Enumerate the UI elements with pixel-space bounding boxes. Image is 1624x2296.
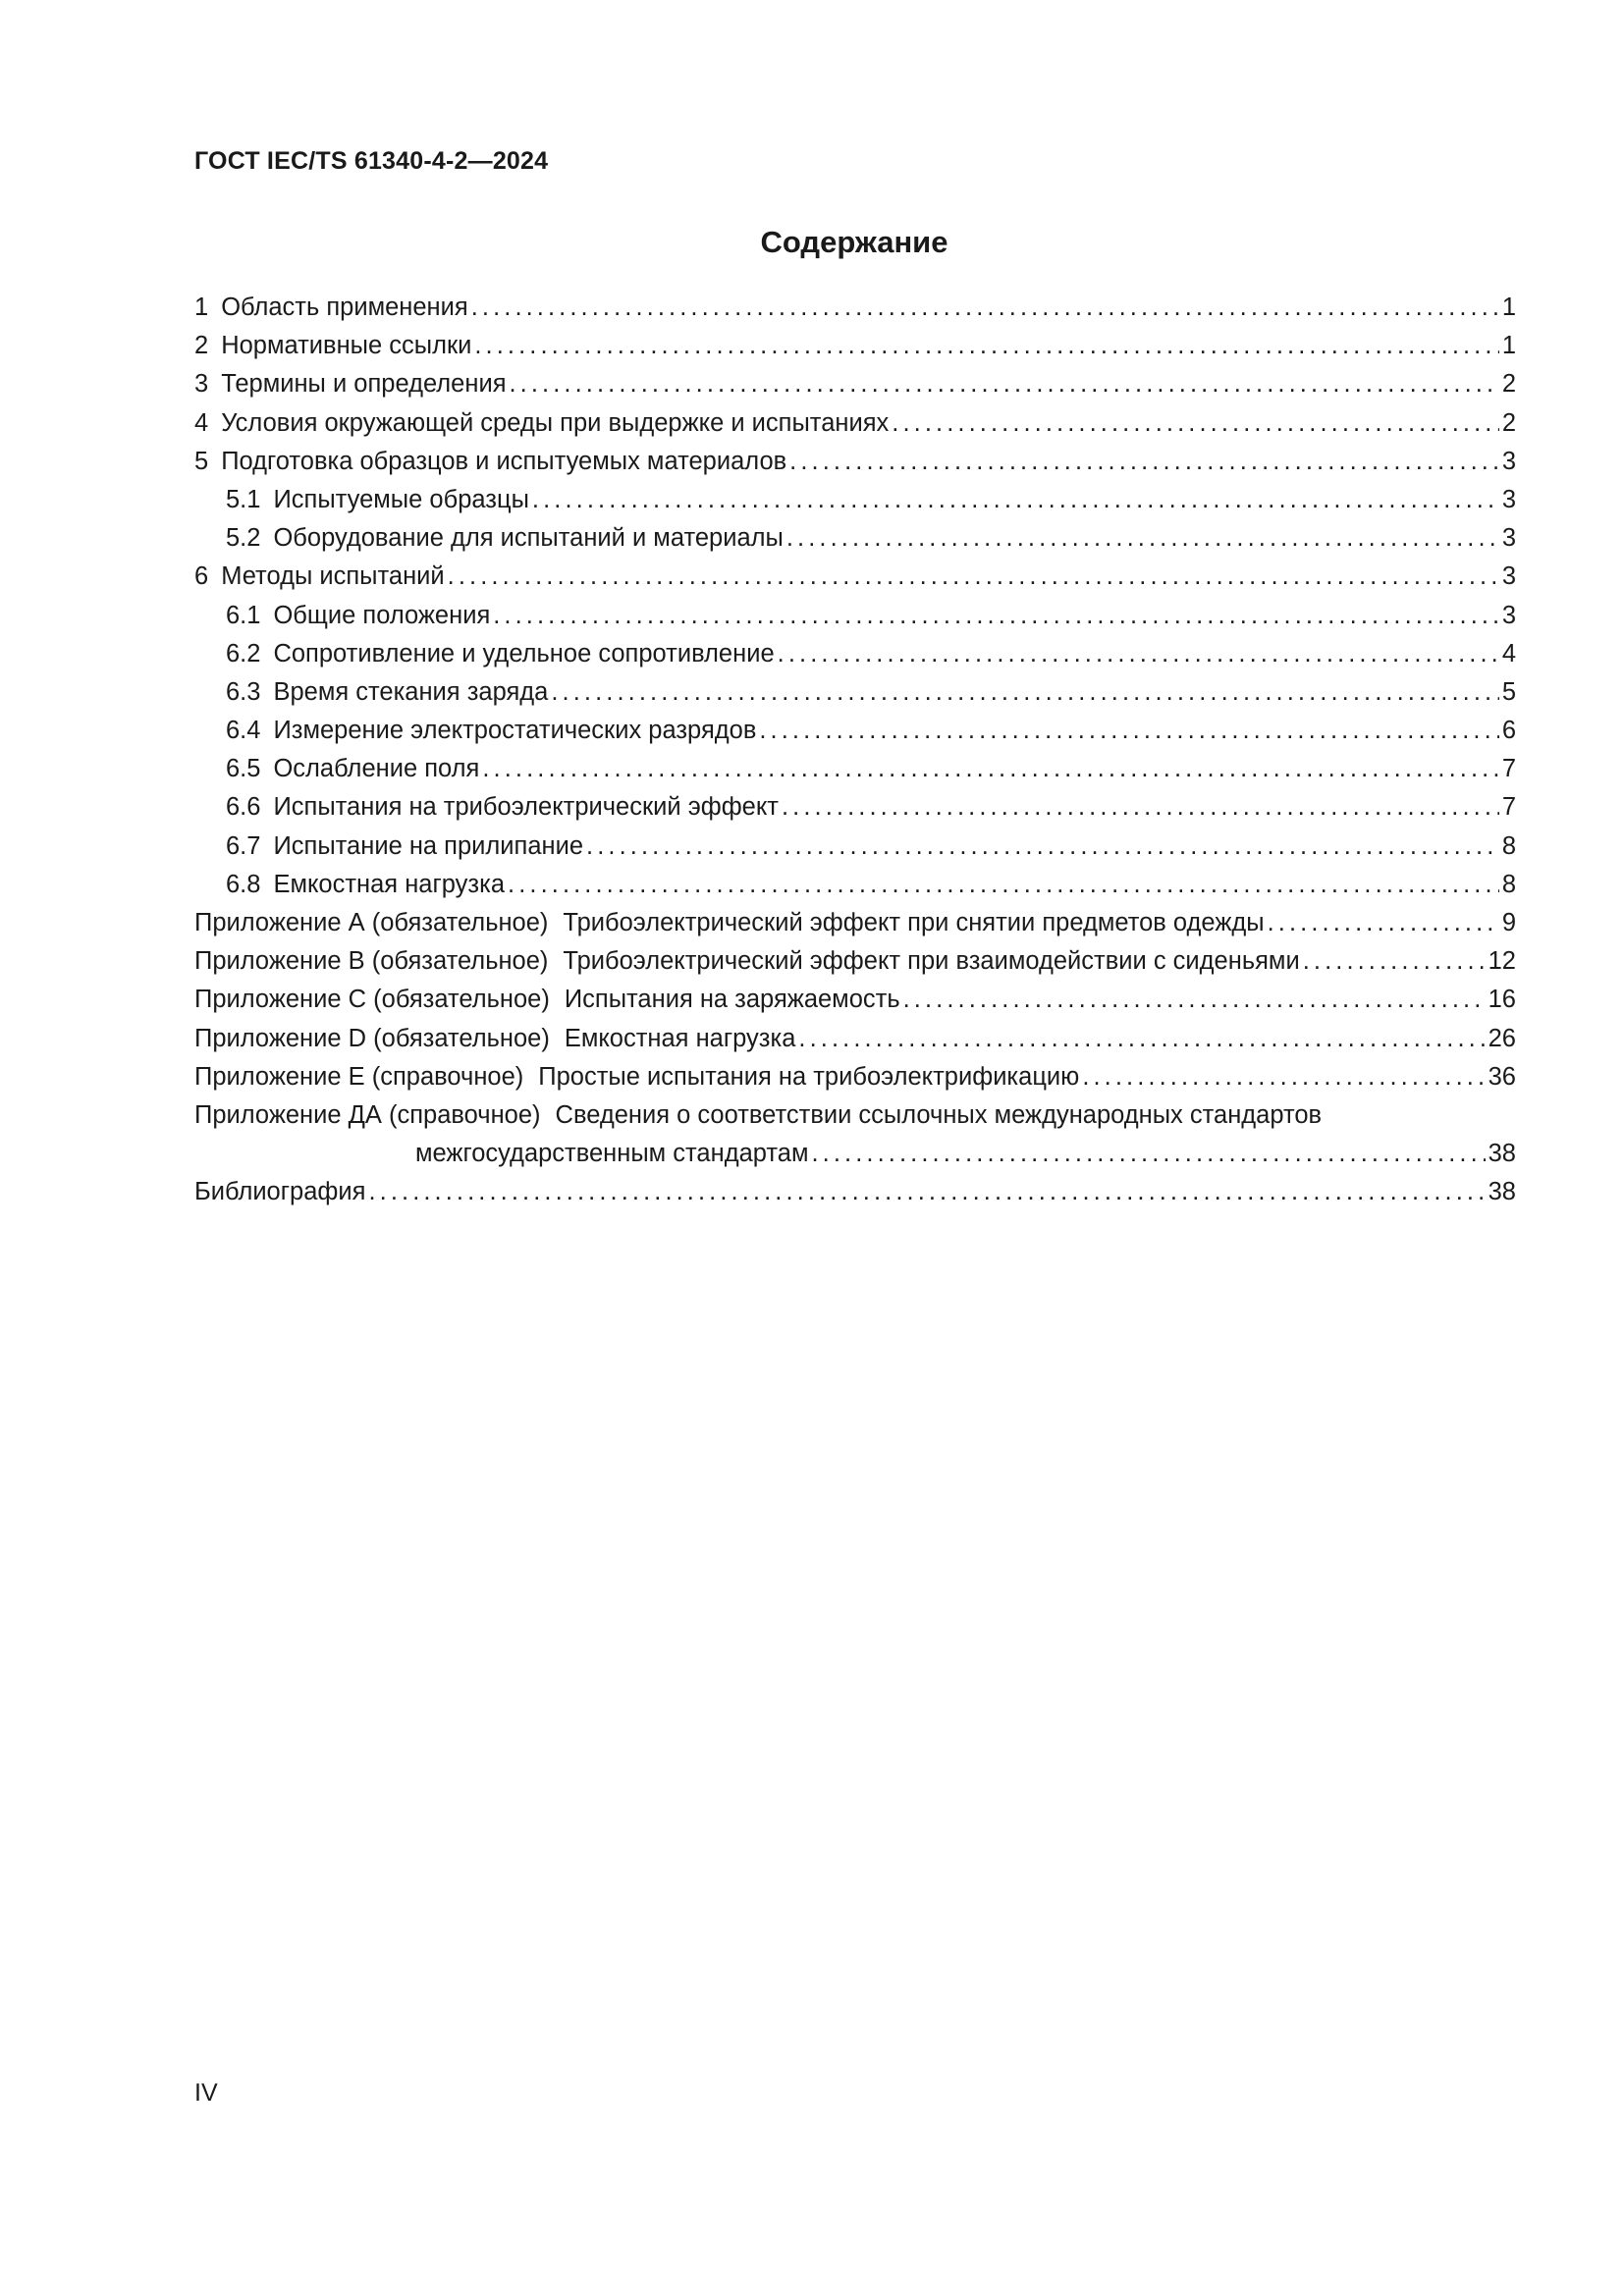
toc-annex-da-continuation[interactable] [194,1135,1516,1173]
toc-entry-number: 6.3 [226,677,261,706]
dot-leader [778,635,1499,673]
toc-bibliography[interactable] [194,1173,1516,1211]
dot-leader [448,558,1499,596]
toc-title: Содержание [760,225,948,259]
toc-entry-5-1[interactable] [194,481,1516,519]
toc-entry-6-4[interactable] [194,712,1516,750]
dot-leader [1303,942,1486,981]
toc-entry-6-5[interactable] [194,750,1516,788]
toc-annex-label: Приложение А (обязательное) [194,909,549,936]
toc-entry-page: 7 [1501,793,1516,822]
table-of-contents [194,289,1516,1212]
dot-leader [474,327,1498,365]
toc-entry-page: 1 [1501,332,1516,360]
toc-entry-6-7[interactable] [194,828,1516,866]
dot-leader [786,519,1499,558]
toc-entry-page: 26 [1488,1024,1516,1052]
toc-entry-page: 7 [1501,755,1516,783]
toc-annex-b[interactable] [194,942,1516,981]
dot-leader [508,866,1499,904]
toc-entry-page: 38 [1488,1178,1516,1206]
toc-annex-e[interactable] [194,1058,1516,1096]
toc-annex-label: Приложение С (обязательное) [194,986,550,1014]
toc-entry-number: 6.1 [226,601,261,629]
toc-entry-title: Сопротивление и удельное сопротивление [273,639,775,667]
toc-entry-page: 3 [1501,485,1516,513]
toc-annex-d[interactable] [194,1020,1516,1058]
dot-leader [798,1020,1485,1058]
toc-entry-title: Емкостная нагрузка [273,870,506,898]
dot-leader [1268,904,1499,942]
toc-entry-title: Общие положения [273,601,491,629]
dot-leader [493,597,1499,635]
dot-leader [482,750,1498,788]
page-number: IV [194,2079,218,2107]
dot-leader [782,788,1499,827]
toc-entry-title: Оборудование для испытаний и материалы [273,524,784,553]
toc-annex-title: Испытания на заряжаемость [564,986,900,1014]
toc-annex-title: Сведения о соответствии ссылочных международных стандартов [555,1100,1323,1129]
toc-entry-2[interactable] [194,327,1516,365]
toc-annex-label: Приложение ДА (справочное) [194,1100,541,1129]
toc-entry-6-1[interactable] [194,597,1516,635]
toc-entry-number: 5.2 [226,524,261,553]
toc-entry-5[interactable] [194,443,1516,481]
toc-entry-5-2[interactable] [194,519,1516,558]
toc-entry-title: Методы испытаний [221,562,445,591]
toc-entry-6-2[interactable] [194,635,1516,673]
toc-entry-page: 2 [1501,370,1516,399]
page-header: ГОСТ IEC/TS 61340-4-2—2024 [194,147,549,175]
toc-entry-title: Условия окружающей среды при выдержке и испытаниях [221,408,890,437]
toc-entry-6-8[interactable] [194,866,1516,904]
dot-leader [1082,1058,1485,1096]
dot-leader [510,365,1499,403]
toc-annex-label: Приложение Е (справочное) [194,1062,524,1091]
toc-entry-1[interactable] [194,289,1516,327]
toc-entry-number: 6.2 [226,639,261,667]
dot-leader [759,712,1498,750]
toc-annex-title: Трибоэлектрический эффект при взаимодействии с сиденьями [563,947,1300,976]
toc-annex-title: Трибоэлектрический эффект при снятии предметов одежды [563,909,1265,936]
toc-entry-title: Ослабление поля [273,755,480,783]
toc-entry-title: Подготовка образцов и испытуемых материалов [221,447,787,475]
toc-entry-title: Область применения [221,294,468,321]
toc-annex-title: Емкостная нагрузка [564,1024,796,1052]
toc-entry-number: 4 [194,408,209,437]
toc-entry-6-3[interactable] [194,673,1516,712]
toc-entry-number: 5 [194,447,209,475]
toc-entry-number: 2 [194,332,209,360]
dot-leader [903,981,1486,1019]
toc-entry-3[interactable] [194,365,1516,403]
toc-entry-title: Испытуемые образцы [273,485,529,513]
dot-leader [551,673,1498,712]
toc-annex-da[interactable] [194,1096,1516,1135]
toc-entry-number: 6.6 [226,793,261,822]
toc-entry-page: 3 [1501,447,1516,475]
toc-entry-page: 1 [1501,294,1516,321]
toc-entry-page: 16 [1488,986,1516,1014]
toc-entry-page: 2 [1501,408,1516,437]
toc-entry-number: 6.5 [226,755,261,783]
toc-annex-a[interactable] [194,904,1516,942]
toc-bibliography-title: Библиография [194,1178,366,1206]
dot-leader [811,1135,1485,1173]
toc-entry-number: 5.1 [226,485,261,513]
toc-entry-title: Время стекания заряда [273,677,549,706]
dot-leader [368,1173,1485,1211]
toc-entry-title: Испытание на прилипание [273,831,584,860]
toc-entry-page: 6 [1501,717,1516,745]
toc-entry-number: 6.8 [226,870,261,898]
dot-leader [586,828,1499,866]
toc-annex-title: Простые испытания на трибоэлектрификацию [538,1062,1080,1091]
toc-entry-page: 3 [1501,562,1516,591]
toc-entry-page: 8 [1501,870,1516,898]
toc-entry-number: 1 [194,294,209,321]
dot-leader [892,404,1499,443]
toc-entry-page: 5 [1501,677,1516,706]
toc-entry-page: 4 [1501,639,1516,667]
toc-entry-number: 6.4 [226,717,261,745]
toc-entry-page: 9 [1501,909,1516,936]
toc-entry-page: 3 [1501,524,1516,553]
dot-leader [789,443,1499,481]
toc-annex-c[interactable] [194,981,1516,1019]
toc-entry-number: 3 [194,370,209,399]
dot-leader [532,481,1499,519]
toc-entry-6[interactable] [194,558,1516,596]
toc-entry-title: Измерение электростатических разрядов [273,717,757,745]
toc-entry-6-6[interactable] [194,788,1516,827]
toc-entry-page: 8 [1501,831,1516,860]
toc-entry-title: Нормативные ссылки [221,332,472,360]
toc-annex-label: Приложение D (обязательное) [194,1024,550,1052]
toc-annex-title-continuation: межгосударственным стандартам [415,1140,809,1168]
toc-entry-title: Термины и определения [221,370,507,399]
toc-entry-4[interactable] [194,404,1516,443]
toc-entry-page: 38 [1488,1140,1516,1168]
toc-annex-label: Приложение В (обязательное) [194,947,549,976]
toc-entry-page: 12 [1488,947,1516,976]
toc-entry-number: 6 [194,562,209,591]
toc-entry-title: Испытания на трибоэлектрический эффект [273,793,779,822]
toc-entry-page: 36 [1488,1062,1516,1091]
dot-leader [471,289,1499,327]
toc-entry-page: 3 [1501,601,1516,629]
toc-entry-number: 6.7 [226,831,261,860]
